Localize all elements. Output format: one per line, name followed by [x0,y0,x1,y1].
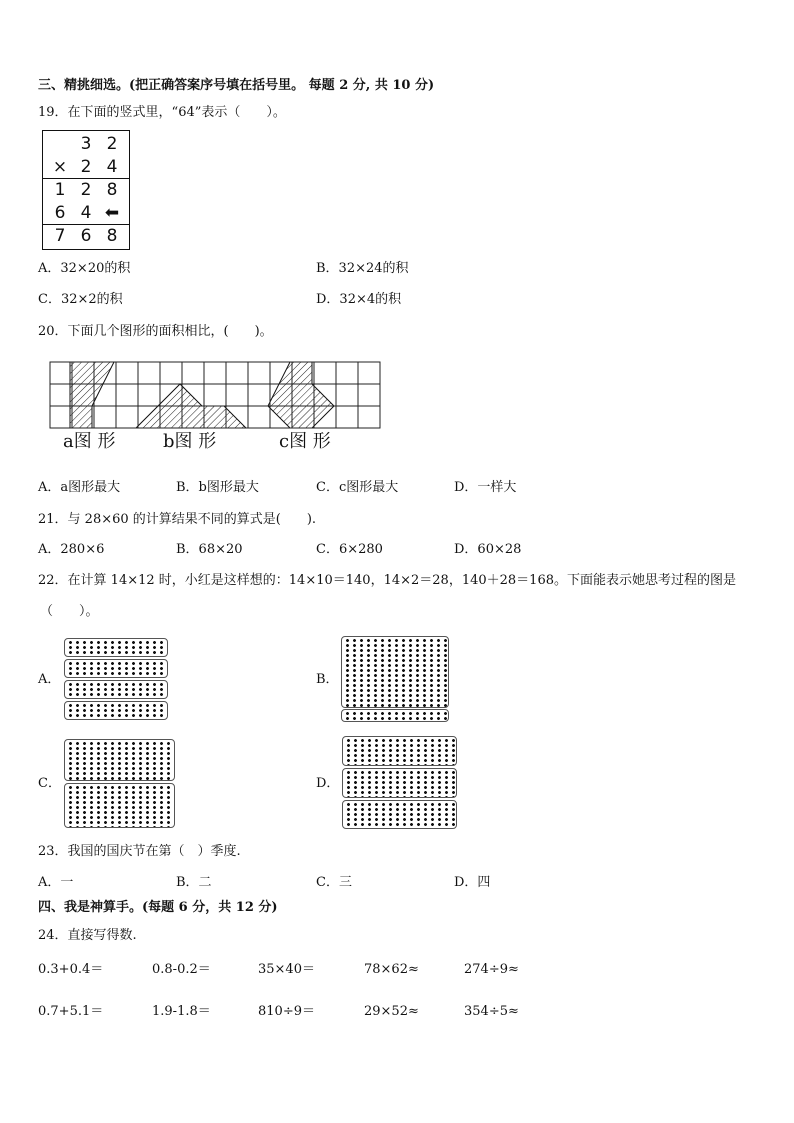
calc-1-5: 274÷9≈ [464,962,519,977]
q19-option-a[interactable]: A．32×20的积 [38,261,131,276]
q23-option-b[interactable]: B．二 [176,875,212,890]
dot-array-a-4 [64,701,168,720]
dot-array-a-1 [64,638,168,657]
question-23-stem: 23．我国的国庆节在第（ ）季度. [38,844,241,859]
dot-array-a-2 [64,659,168,678]
q23-option-c[interactable]: C．三 [316,875,352,890]
question-21-stem: 21．与 28×60 的计算结果不同的算式是( ). [38,512,317,527]
question-22-stem-cont: （ ）。 [40,604,99,619]
q20-option-b[interactable]: B．b图形最大 [176,480,259,495]
q21-option-d[interactable]: D．60×28 [454,542,522,557]
q20-option-c[interactable]: C．c图形最大 [316,480,399,495]
q21-option-b[interactable]: B．68×20 [176,542,243,557]
calc-1-2: 0.8-0.2＝ [152,962,211,977]
q22-option-b[interactable]: B． [316,672,339,687]
q23-option-a[interactable]: A．一 [38,875,74,890]
figure-label-a: a图 形 [63,431,116,452]
question-22-stem: 22．在计算 14×12 时，小红是这样想的：14×10＝140，14×2＝28，140＋28＝168。下面能表示她思考过程的图是 [38,573,736,588]
calc-2-1: 0.7+5.1＝ [38,1004,104,1019]
q20-option-d[interactable]: D．一样大 [454,480,517,495]
q22-option-d[interactable]: D． [316,776,340,791]
calc-1-4: 78×62≈ [364,962,419,977]
dot-array-b-2 [341,709,449,722]
dot-array-c-1 [64,739,175,781]
calc-1-1: 0.3+0.4＝ [38,962,104,977]
dot-array-c-2 [64,783,175,828]
dot-array-d-1 [342,736,457,766]
question-20-stem: 20．下面几个图形的面积相比，( )。 [38,324,273,339]
calc-2-2: 1.9-1.8＝ [152,1004,211,1019]
q19-option-d[interactable]: D．32×4的积 [316,292,402,307]
q19-option-c[interactable]: C．32×2的积 [38,292,123,307]
q19-option-b[interactable]: B．32×24的积 [316,261,409,276]
q23-option-d[interactable]: D．四 [454,875,491,890]
area-comparison-grid [48,360,384,430]
figure-label-b: b图 形 [163,431,217,452]
question-19-stem: 19．在下面的竖式里，“64”表示（ ）。 [38,105,286,120]
figure-label-c: c图 形 [279,431,331,452]
dot-array-a-3 [64,680,168,699]
q22-option-a[interactable]: A． [38,672,61,687]
q21-option-a[interactable]: A．280×6 [38,542,105,557]
section-4-title: 四、我是神算手。(每题 6 分，共 12 分) [38,900,278,915]
dot-array-d-2 [342,768,457,798]
section-3-title: 三、精挑细选。(把正确答案序号填在括号里。 每题 2 分, 共 10 分) [38,78,435,93]
calc-2-4: 29×52≈ [364,1004,419,1019]
shape-a [70,362,114,428]
q22-option-c[interactable]: C． [38,776,61,791]
q21-option-c[interactable]: C．6×280 [316,542,383,557]
shape-c [268,362,334,428]
question-24-stem: 24．直接写得数. [38,928,137,943]
q20-option-a[interactable]: A．a图形最大 [38,480,121,495]
calc-2-3: 810÷9＝ [258,1004,315,1019]
dot-array-b-1 [341,636,449,708]
vertical-multiplication: 3 2 × 2 4 1 2 8 6 4 ⬅ 7 6 8 [42,130,130,250]
dot-array-d-3 [342,800,457,829]
calc-2-5: 354÷5≈ [464,1004,519,1019]
arrow-left-icon: ⬅ [104,203,120,223]
calc-1-3: 35×40＝ [258,962,315,977]
